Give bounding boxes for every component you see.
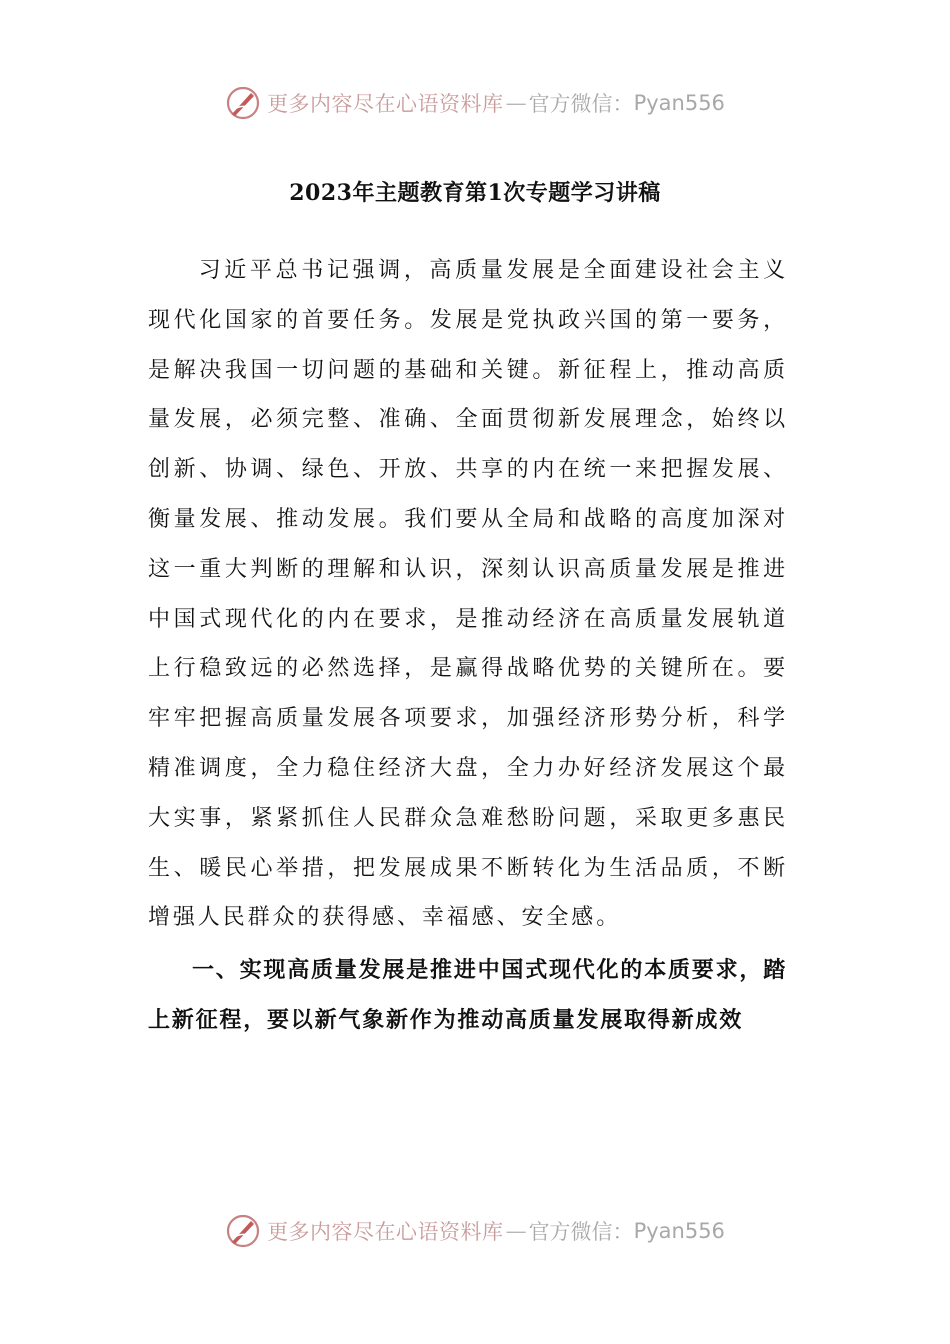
watermark-separator: —: [505, 91, 527, 115]
watermark-separator: —: [505, 1219, 527, 1243]
watermark-footer: [0, 1208, 950, 1254]
document-title: 2023年主题教育第1次专题学习讲稿: [289, 180, 661, 206]
watermark-id: Pyan556: [633, 91, 725, 115]
watermark-text: 更多内容尽在心语资料库: [267, 1220, 504, 1244]
watermark-text: 更多内容尽在心语资料库: [267, 92, 504, 116]
watermark-header: [0, 80, 950, 126]
watermark-official: 官方微信：: [528, 1220, 634, 1244]
pen-logo-icon: [225, 85, 261, 121]
body-paragraph: 习近平总书记强调，高质量发展是全面建设社会主义现代化国家的首要任务。发展是党执政兴国的第一要务，是解决我国一切问题的基础和关键。新征程上，推动高质量发展，必须完整、准确、全面贯彻新发展理念，始终以创新、协调、绿色、开放、共享的内在统一来把握发展、衡量发展、推动发展。我们要从全局和战略的高度加深对这一重大判断的理解和认识，深刻认识高质量发展是推进中国式现代化的内在要求，是推动经济在高质量发展轨道上行稳致远的必然选择，是赢得战略优势的关键所在。要牢牢把握高质量发展各项要求，加强经济形势分析，科学精准调度，全力稳住经济大盘，全力办好经济发展这个最大实事，紧紧抓住人民群众急难愁盼问题，采取更多惠民生、暖民心举措，把发展成果不断转化为生活品质，不断增强人民群众的获得感、幸福感、安全感。: [148, 258, 788, 931]
watermark-id: Pyan556: [633, 1219, 725, 1243]
watermark-official: 官方微信：: [528, 92, 634, 116]
pen-logo-icon: [225, 1213, 261, 1249]
section-heading: 一、实现高质量发展是推进中国式现代化的本质要求，踏上新征程，要以新气象新作为推动高质量发展取得新成效: [148, 957, 788, 1033]
